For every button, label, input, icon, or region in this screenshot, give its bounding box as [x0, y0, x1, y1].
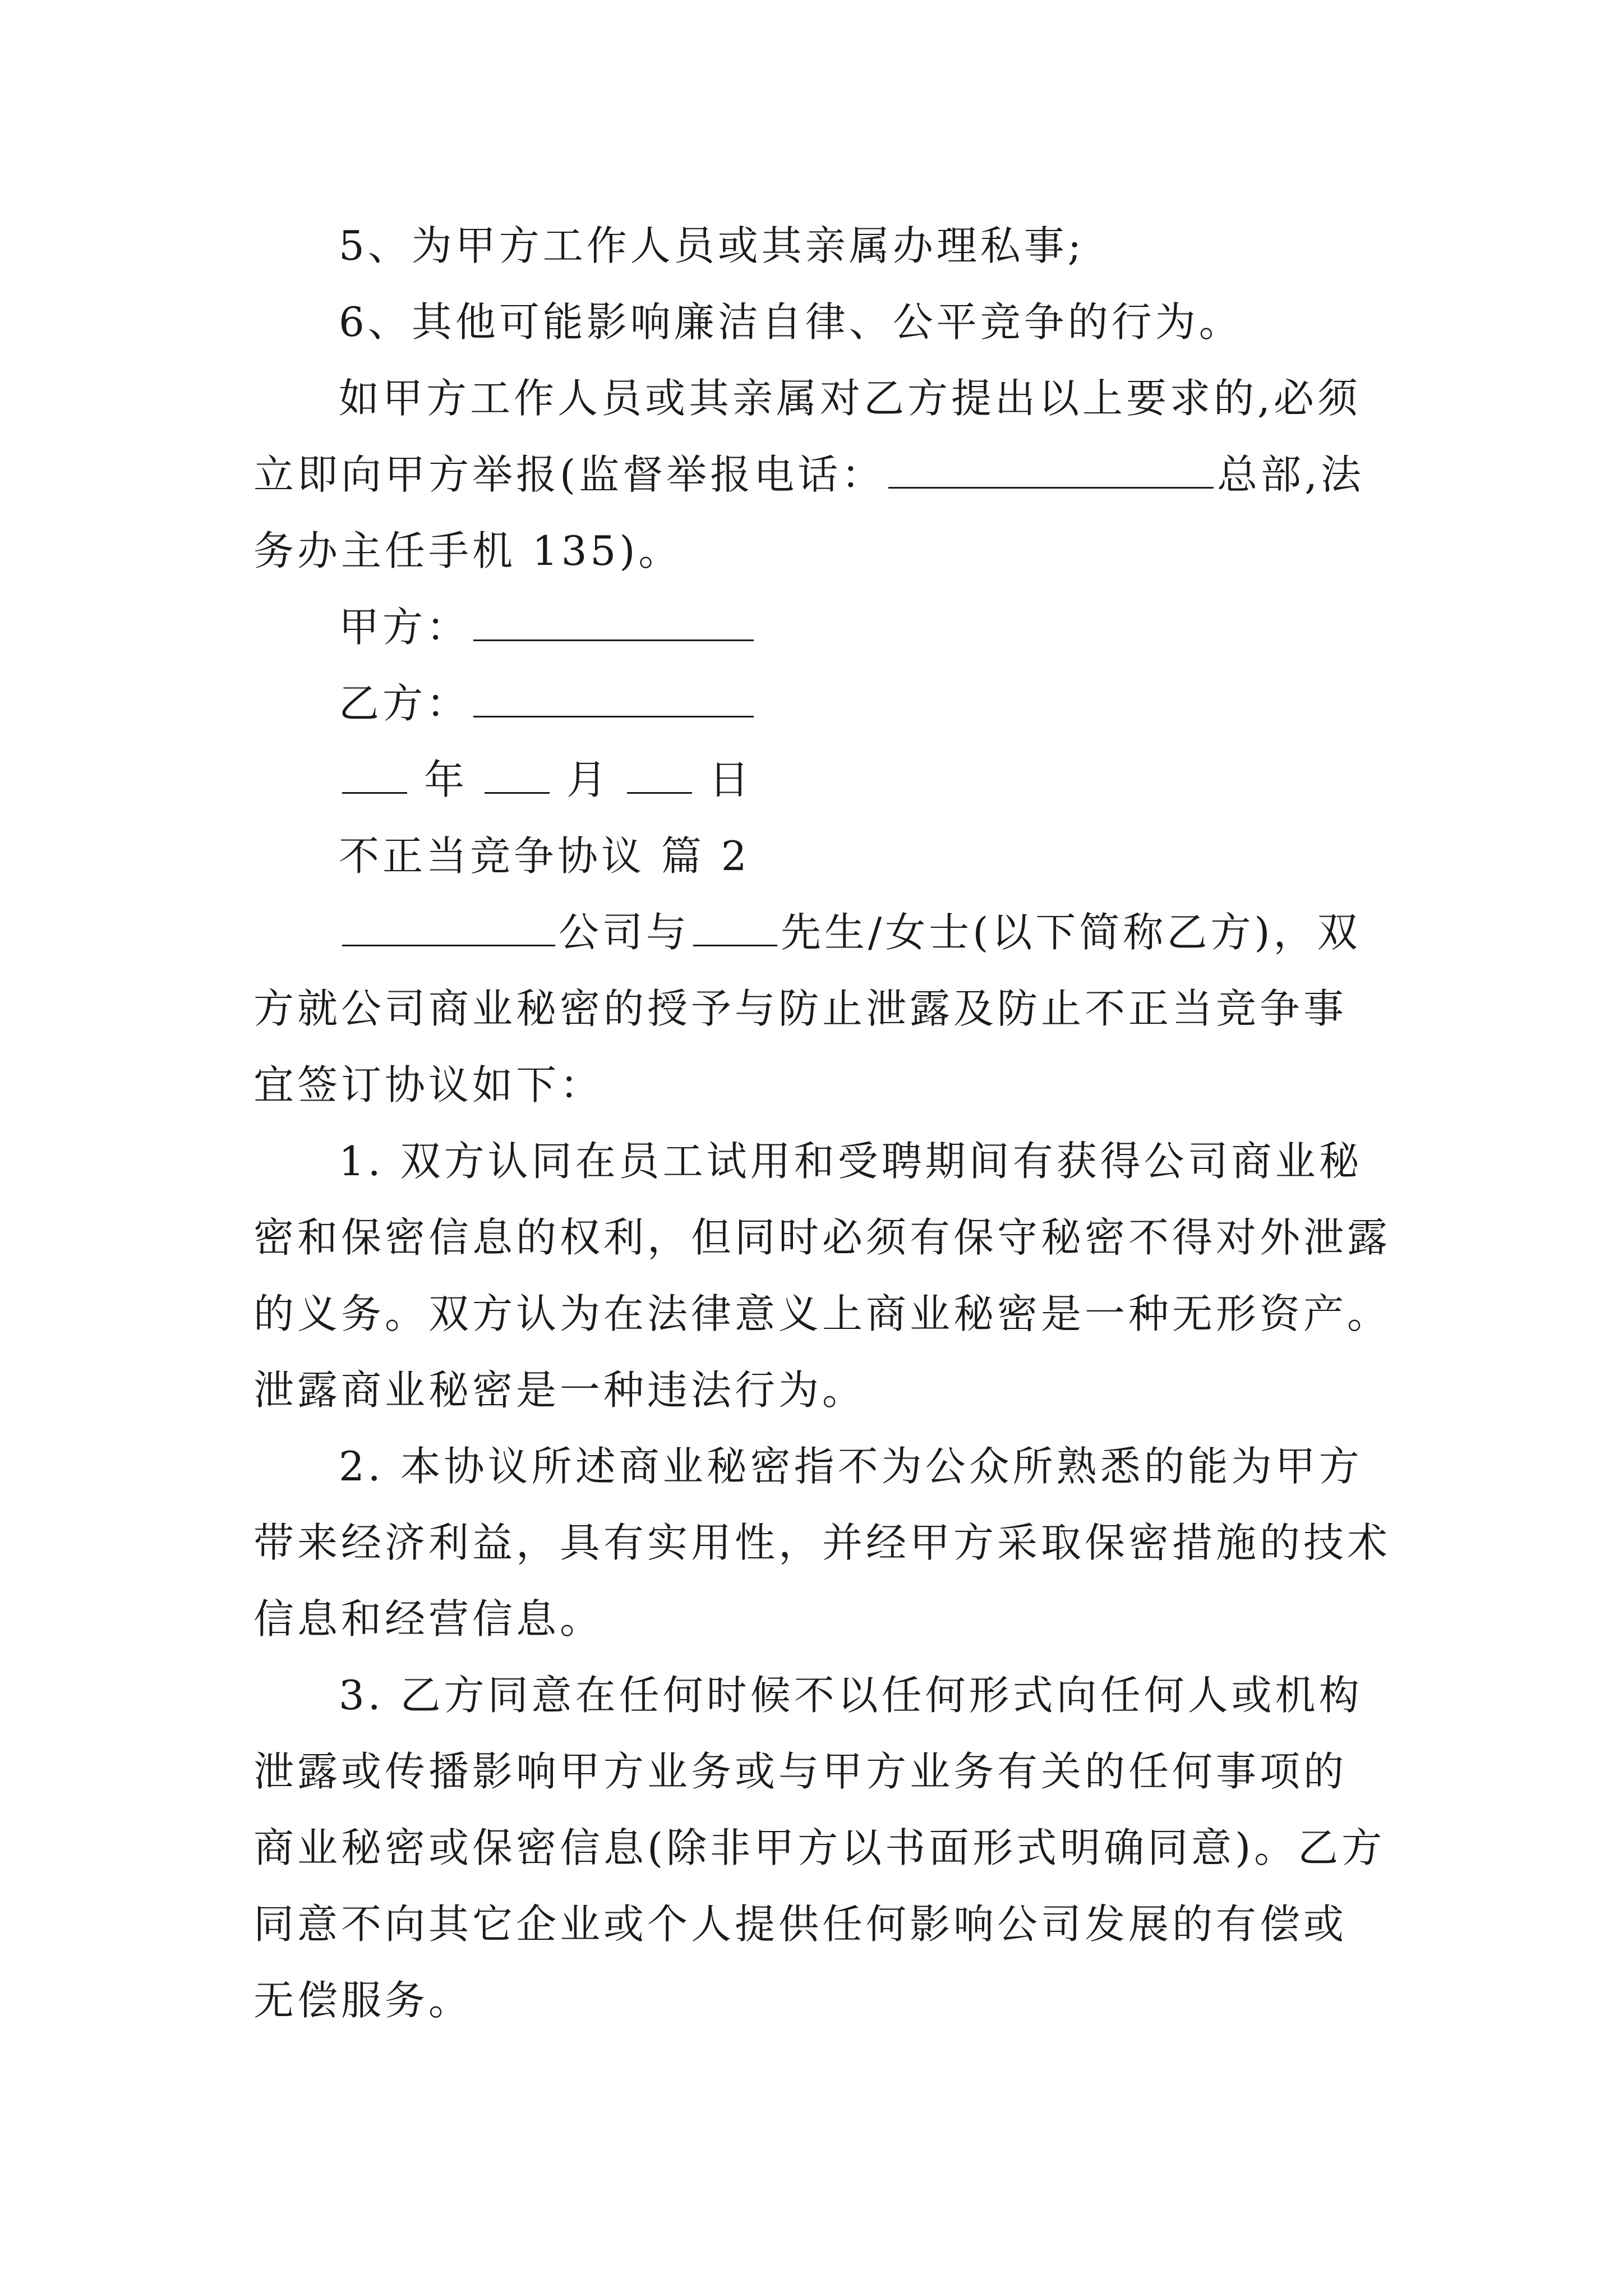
- article-3-line-2: 泄露或传播影响甲方业务或与甲方业务有关的任何事项的: [253, 1748, 1348, 1795]
- month-blank: [485, 755, 550, 794]
- party-a-blank: [473, 602, 754, 641]
- report-text: 立即向甲方举报(监督举报电话：: [253, 451, 886, 498]
- article-1-line-2: 密和保密信息的权利，但同时必须有保守秘密不得对外泄露: [253, 1214, 1391, 1261]
- intro-line-3: 宜签订协议如下：: [253, 1061, 604, 1108]
- article-1-line-4: 泄露商业秘密是一种违法行为。: [253, 1366, 866, 1414]
- article-1-line-3: 的义务。双方认为在法律意义上商业秘密是一种无形资产。: [253, 1290, 1391, 1337]
- phone-blank: [888, 450, 1214, 489]
- article-2-line-1: 2. 本协议所述商业秘密指不为公众所熟悉的能为甲方: [339, 1443, 1363, 1490]
- report-paragraph-line-3: 务办主任手机 135)。: [253, 527, 683, 574]
- report-paragraph-line-2: [253, 436, 1381, 513]
- section-title: 不正当竞争协议 篇 2: [339, 832, 750, 880]
- article-2-line-2: 带来经济利益，具有实用性，并经甲方采取保密措施的技术: [253, 1519, 1391, 1566]
- person-blank: [693, 908, 777, 946]
- intro-text-1: 公司与: [559, 909, 690, 956]
- month-label: 月: [566, 756, 611, 803]
- report-paragraph-line-1: 如甲方工作人员或其亲属对乙方提出以上要求的,必须: [339, 375, 1361, 422]
- party-a-label: 甲方：: [339, 604, 471, 651]
- party-b-blank: [473, 679, 754, 717]
- party-b-label: 乙方：: [339, 680, 471, 727]
- day-label: 日: [709, 756, 753, 803]
- year-blank: [342, 755, 407, 794]
- report-text-end: 总部,法: [1217, 451, 1364, 498]
- day-blank: [627, 755, 692, 794]
- year-label: 年: [424, 756, 468, 803]
- document-page: [253, 208, 1391, 2039]
- intro-text-2: 先生/女士(以下简称乙方)，双: [781, 909, 1361, 956]
- intro-line-2: 方就公司商业秘密的授予与防止泄露及防止不正当竞争事: [253, 985, 1348, 1032]
- clause-6: 6、其他可能影响廉洁自律、公平竞争的行为。: [339, 298, 1243, 346]
- article-3-line-1: 3. 乙方同意在任何时候不以任何形式向任何人或机构: [339, 1672, 1363, 1719]
- article-3-line-5: 无偿服务。: [253, 1977, 473, 2024]
- article-1-line-1: 1. 双方认同在员工试用和受聘期间有获得公司商业秘: [339, 1138, 1363, 1185]
- party-a-signature: [253, 589, 1381, 665]
- article-3-line-4: 同意不向其它企业或个人提供任何影响公司发展的有偿或: [253, 1901, 1348, 1948]
- company-blank: [342, 908, 555, 946]
- party-b-signature: [253, 665, 1381, 742]
- article-2-line-3: 信息和经营信息。: [253, 1595, 604, 1642]
- article-3-line-3: 商业秘密或保密信息(除非甲方以书面形式明确同意)。乙方: [253, 1824, 1386, 1871]
- clause-5: 5、为甲方工作人员或其亲属办理私事;: [339, 222, 1085, 269]
- intro-line-1: [253, 894, 1381, 970]
- date-line: [253, 742, 1381, 818]
